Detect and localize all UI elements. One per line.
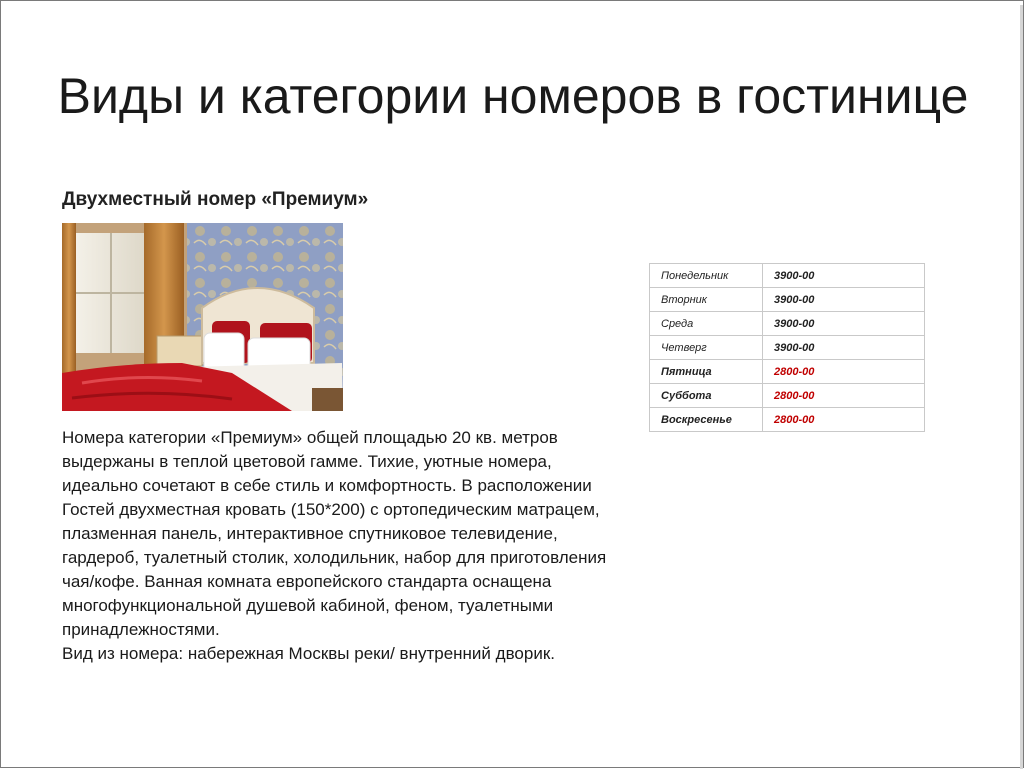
price-schedule-table <box>649 263 925 432</box>
schedule-day: Суббота <box>650 384 763 408</box>
description-paragraph: Номера категории «Премиум» общей площадью 20 кв. метров выдержаны в теплой цветовой гамме. Тихие, уютные номера, идеально сочетают в себе стиль и комфортность. В расположении Гостей двухместная кровать (150*200) с ортопедическим матрацем, плазменная панель, интерактивное спутниковое телевидение, гардероб, туалетный столик, холодильник, набор для приготовления чая/кофе. Ванная комната европейского стандарта оснащена многофункциональной душевой кабиной, феном, туалетными принадлежностями. <box>62 428 607 639</box>
schedule-day: Пятница <box>650 360 763 384</box>
schedule-row <box>650 288 925 312</box>
slide-shadow <box>1020 5 1023 769</box>
hotel-room-photo <box>62 223 343 411</box>
schedule-price: 3900-00 <box>763 288 925 312</box>
schedule-day: Вторник <box>650 288 763 312</box>
schedule-price: 2800-00 <box>763 384 925 408</box>
schedule-row <box>650 408 925 432</box>
schedule-row <box>650 312 925 336</box>
schedule-price: 2800-00 <box>763 408 925 432</box>
schedule-row <box>650 264 925 288</box>
schedule-day: Воскресенье <box>650 408 763 432</box>
schedule-price: 3900-00 <box>763 264 925 288</box>
schedule-price: 3900-00 <box>763 336 925 360</box>
slide-title: Виды и категории номеров в гостинице <box>57 67 969 124</box>
schedule-price: 3900-00 <box>763 312 925 336</box>
schedule-day: Четверг <box>650 336 763 360</box>
room-subtitle: Двухместный номер «Премиум» <box>62 189 369 210</box>
schedule-row <box>650 360 925 384</box>
schedule-row <box>650 336 925 360</box>
hotel-room-illustration <box>62 223 343 411</box>
schedule-price: 2800-00 <box>763 360 925 384</box>
schedule-day: Понедельник <box>650 264 763 288</box>
schedule-day: Среда <box>650 312 763 336</box>
schedule-row <box>650 384 925 408</box>
view-paragraph: Вид из номера: набережная Москвы реки/ внутренний дворик. <box>62 644 555 663</box>
room-description <box>62 426 622 666</box>
